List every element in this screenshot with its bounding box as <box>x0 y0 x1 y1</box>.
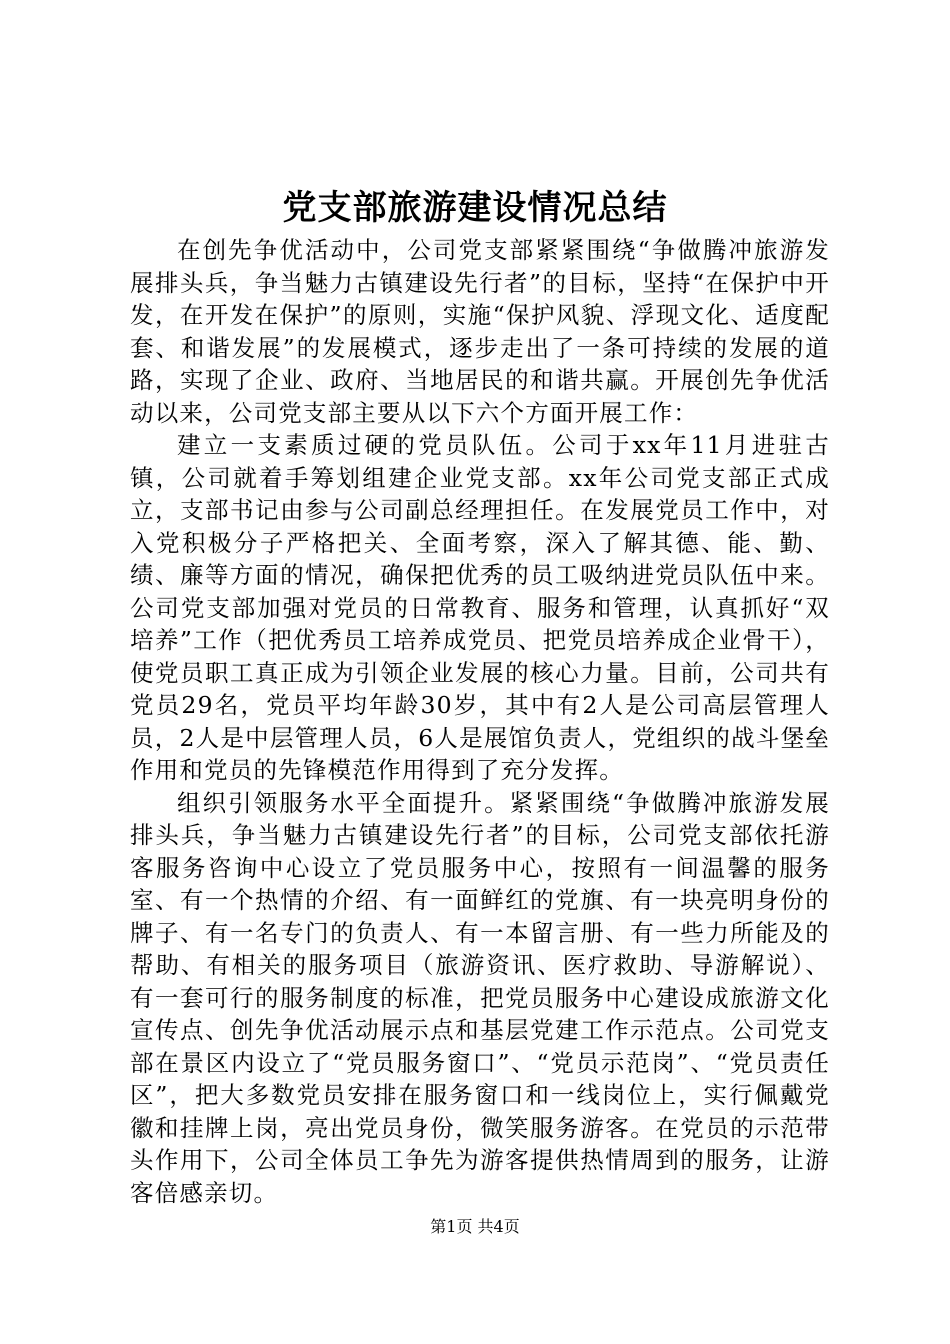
paragraph: 组织引领服务水平全面提升。紧紧围绕“争做腾冲旅游发展排头兵，争当魅力古镇建设先行者”的目标，公司党支部依托游客服务咨询中心设立了党员服务中心，按照有一间温馨的服务室、有一个热情的介绍、有一面鲜红的党旗、有一块亮明身份的牌子、有一名专门的负责人、有一本留言册、有一些力所能及的帮助、有相关的服务项目（旅游资讯、医疗救助、导游解说）、有一套可行的服务制度的标准，把党员服务中心建设成旅游文化宣传点、创先争优活动展示点和基层党建工作示范点。公司党支部在景区内设立了“党员服务窗口”、“党员示范岗”、“党员责任区”，把大多数党员安排在服务窗口和一线岗位上，实行佩戴党徽和挂牌上岗，亮出党员身份，微笑服务游客。在党员的示范带头作用下，公司全体员工争先为游客提供热情周到的服务，让游客倍感亲切。 <box>130 788 830 1207</box>
document-body <box>130 234 830 1209</box>
paragraph: 建立一支素质过硬的党员队伍。公司于xx年11月进驻古镇，公司就着手筹划组建企业党支部。xx年公司党支部正式成立，支部书记由参与公司副总经理担任。在发展党员工作中，对入党积极分子严格把关、全面考察，深入了解其德、能、勤、绩、廉等方面的情况，确保把优秀的员工吸纳进党员队伍中来。公司党支部加强对党员的日常教育、服务和管理，认真抓好“双培养”工作（把优秀员工培养成党员、把党员培养成企业骨干），使党员职工真正成为引领企业发展的核心力量。目前，公司共有党员29名，党员平均年龄30岁，其中有2人是公司高层管理人员，2人是中层管理人员，6人是展馆负责人，党组织的战斗堡垒作用和党员的先锋模范作用得到了充分发挥。 <box>130 431 830 784</box>
page-footer: 第1页 共4页 <box>430 1217 520 1236</box>
paragraph: 在创先争优活动中，公司党支部紧紧围绕“争做腾冲旅游发展排头兵，争当魅力古镇建设先行者”的目标，坚持“在保护中开发，在开发在保护”的原则，实施“保护风貌、浮现文化、适度配套、和谐发展”的发展模式，逐步走出了一条可持续的发展的道路，实现了企业、政府、当地居民的和谐共赢。开展创先争优活动以来，公司党支部主要从以下六个方面开展工作： <box>130 236 830 427</box>
document-title: 党支部旅游建设情况总结 <box>282 188 668 228</box>
